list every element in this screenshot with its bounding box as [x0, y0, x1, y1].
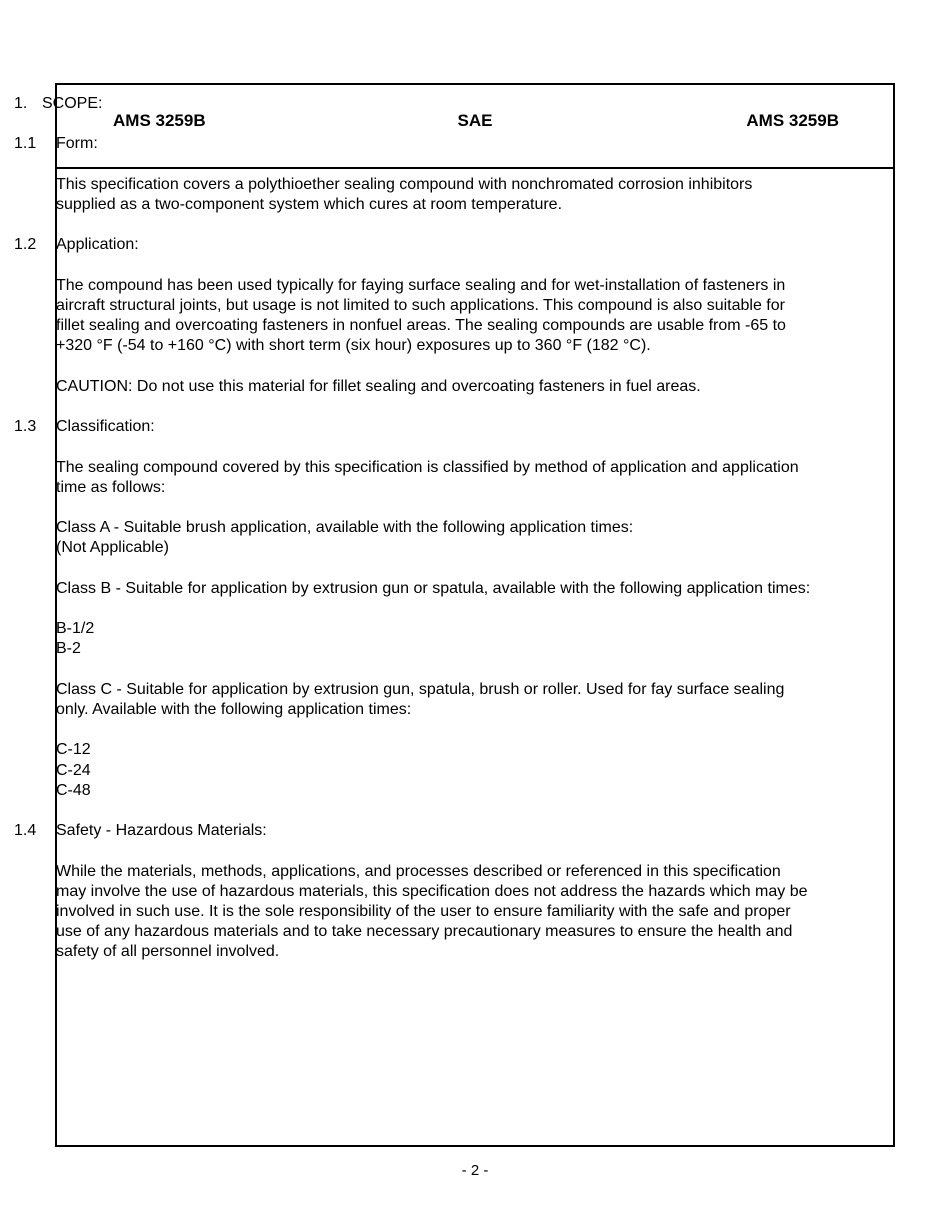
section-title: Form:	[56, 135, 98, 153]
section-number: 1.1	[14, 135, 37, 153]
class-a-description: Class A - Suitable brush application, available with the following application times:	[56, 519, 634, 537]
document-body	[14, 94, 814, 983]
section-number: 1.	[14, 95, 28, 112]
section-number: 1.4	[14, 822, 37, 840]
list-item: C-24	[56, 761, 91, 779]
form-paragraph: This specification covers a polythioether sealing compound with nonchromated corrosion inhibitors supplied as a two-component system which cures at room temperature.	[56, 175, 753, 213]
caution-paragraph: CAUTION: Do not use this material for fillet sealing and overcoating fasteners in fuel areas.	[56, 377, 701, 395]
section-number: 1.3	[14, 418, 37, 436]
header-doc-number-right: AMS 3259B	[746, 111, 839, 130]
section-heading-scope	[14, 94, 814, 114]
safety-paragraph: While the materials, methods, applications, and processes described or referenced in this specification may involve the use of hazardous materials, this specification does not address the hazards which may be involved in such use. It is the sole responsibility of the user to ensure familiarity with the safe and proper use of any hazardous materials and to take necessary precautionary measures to ensure the health and safety of all personnel involved.	[56, 862, 808, 961]
class-a-paragraph	[56, 518, 814, 558]
header-doc-number-left: AMS 3259B	[113, 111, 206, 130]
section-heading-application	[14, 235, 814, 255]
header-organization: SAE	[457, 111, 493, 130]
section-heading-form	[14, 134, 814, 154]
section-heading-safety	[14, 821, 814, 841]
section-title: Application:	[56, 236, 139, 254]
class-c-paragraph: Class C - Suitable for application by extrusion gun, spatula, brush or roller. Used for fay surface sealing only. Available with the following application times:	[56, 680, 785, 718]
class-b-paragraph: Class B - Suitable for application by extrusion gun or spatula, available with the following application times:	[56, 579, 811, 597]
page-number: - 2 -	[461, 1162, 489, 1179]
list-item: C-12	[56, 741, 91, 759]
list-item: B-2	[56, 640, 81, 658]
application-paragraph: The compound has been used typically for faying surface sealing and for wet-installation of fasteners in aircraft structural joints, but usage is not limited to such applications. This compound is also suitable for fillet sealing and overcoating fasteners in nonfuel areas. The sealing compounds are usable from -65 to +320 °F (-54 to +160 °C) with short term (six hour) exposures up to 360 °F (182 °C).	[56, 276, 786, 355]
class-b-times	[56, 619, 814, 659]
class-c-times	[56, 740, 814, 801]
list-item: C-48	[56, 781, 91, 799]
section-title: Classification:	[56, 418, 155, 436]
list-item: B-1/2	[56, 620, 95, 638]
section-heading-classification	[14, 417, 814, 437]
section-title: SCOPE:	[42, 95, 103, 112]
classification-intro: The sealing compound covered by this specification is classified by method of application and application time as follows:	[56, 458, 799, 496]
section-title: Safety - Hazardous Materials:	[56, 822, 267, 840]
class-a-note: (Not Applicable)	[56, 539, 169, 557]
section-number: 1.2	[14, 236, 37, 254]
